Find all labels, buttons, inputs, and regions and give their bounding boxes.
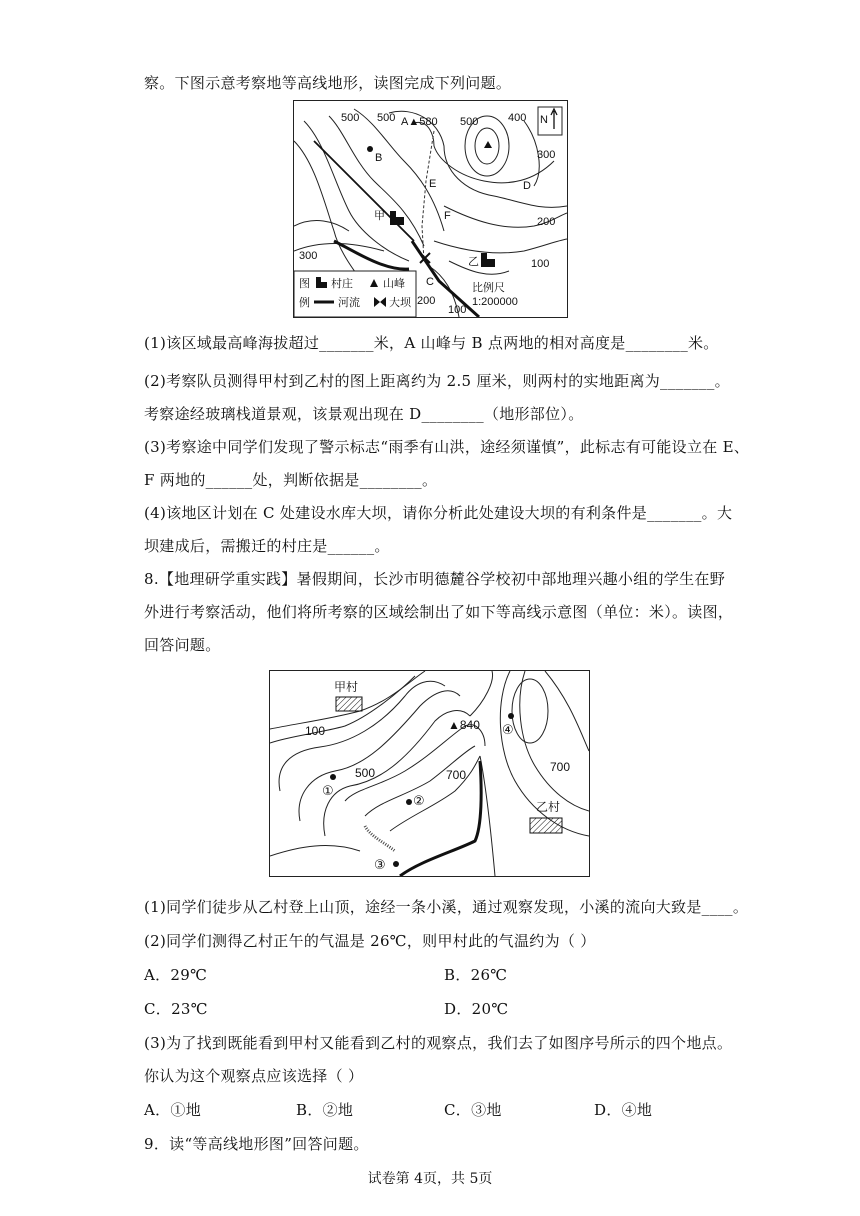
map2-contour-500: 500	[355, 766, 376, 780]
q8-p2-option-b: B．26℃	[444, 966, 508, 984]
q8-intro-2: 外进行考察活动，他们将所考察的区域绘制出了如下等高线示意图（单位：米）。读图，	[144, 603, 734, 621]
q8-part3a: (3)为了找到既能看到甲村又能看到乙村的观察点，我们去了如图序号所示的四个地点。	[144, 1034, 733, 1052]
legend-river: 河流	[338, 297, 360, 309]
legend-li: 例	[299, 297, 310, 309]
map1-point-d: D	[523, 180, 531, 192]
page-footer: 试卷第 4页，共 5页	[367, 1171, 493, 1187]
map1-scale-title: 比例尺	[472, 282, 505, 294]
map1-point-c: C	[426, 276, 434, 288]
contour-map-1	[293, 100, 568, 318]
map2-point-3: ③	[374, 857, 386, 872]
q7-part2b: 考察途经玻璃栈道景观，该景观出现在 D________（地形部位）。	[144, 405, 584, 423]
q7-part2a: (2)考察队员测得甲村到乙村的图上距离约为 2.5 厘米，则两村的实地距离为_______。	[144, 372, 730, 390]
q8-p3-option-b: B．②地	[296, 1101, 354, 1119]
legend-peak: 山峰	[383, 278, 405, 290]
q8-p3-option-d: D．④地	[594, 1101, 653, 1119]
legend-dam: 大坝	[389, 297, 411, 309]
map2-village-jia: 甲村	[334, 680, 359, 694]
map2-point-1: ①	[322, 783, 334, 798]
contour-map-2	[269, 670, 590, 877]
map1-contour-200b: 200	[417, 295, 436, 307]
map2-contour-700a: 700	[446, 768, 467, 782]
map2-contour-700b: 700	[550, 760, 571, 774]
map2-peak: ▲840	[448, 718, 480, 732]
map1-point-f: F	[444, 210, 451, 222]
q8-part3b: 你认为这个观察点应该选择（ ）	[144, 1067, 364, 1085]
legend-tu: 图	[299, 278, 310, 290]
q7-part1: (1)该区域最高峰海拔超过_______米，A 山峰与 B 点两地的相对高度是________米。	[144, 334, 719, 352]
q8-p2-option-c: C．23℃	[144, 1000, 208, 1018]
q7-part3a: (3)考察途中同学们发现了警示标志“雨季有山洪，途经须谨慎”，此标志有可能设立在 E、	[144, 438, 750, 456]
q8-intro-3: 回答问题。	[144, 636, 221, 654]
q7-part4b: 坝建成后，需搬迁的村庄是______。	[144, 537, 390, 555]
map1-contour-400: 400	[508, 112, 527, 124]
map1-contour-200a: 200	[537, 216, 556, 228]
map1-contour-100b: 100	[448, 304, 467, 316]
q8-p2-option-a: A．29℃	[144, 966, 208, 984]
q8-p2-option-d: D．20℃	[444, 1000, 509, 1018]
map1-point-e: E	[429, 178, 437, 190]
q8-p3-option-c: C．③地	[444, 1101, 502, 1119]
map1-village-jia: 甲	[374, 210, 385, 222]
q8-part2: (2)同学们测得乙村正午的气温是 26℃，则甲村此的气温约为（ ）	[144, 932, 596, 950]
map2-point-4: ④	[502, 722, 514, 737]
intro-line: 察。下图示意考察地等高线地形，读图完成下列问题。	[144, 74, 512, 92]
map1-contour-300a: 300	[537, 149, 556, 161]
q7-part3b: F 两地的______处，判断依据是________。	[144, 471, 438, 489]
map1-village-yi: 乙	[468, 256, 479, 268]
legend-village: 村庄	[331, 278, 353, 290]
map1-contour-500a: 500	[341, 112, 360, 124]
q9-heading: 9．读“等高线地形图”回答问题。	[144, 1135, 369, 1153]
map1-scale-value: 1:200000	[472, 296, 518, 308]
map2-village-yi: 乙村	[536, 800, 561, 814]
map1-contour-100: 100	[531, 258, 550, 270]
map1-north: N	[540, 114, 548, 126]
map1-contour-500c: 500	[460, 116, 479, 128]
map2-point-2: ②	[413, 793, 425, 808]
map1-point-b: B	[375, 152, 383, 164]
map1-contour-300b: 300	[299, 250, 318, 262]
q8-intro-1: 8.【地理研学重实践】暑假期间，长沙市明德麓谷学校初中部地理兴趣小组的学生在野	[144, 570, 726, 588]
map1-contour-500b: 500	[377, 112, 396, 124]
map1-peak-a: A▲580	[401, 116, 438, 128]
q7-part4a: (4)该地区计划在 C 处建设水库大坝，请你分析此处建设大坝的有利条件是_______。大	[144, 504, 733, 522]
map2-contour-100: 100	[305, 724, 326, 738]
q8-p3-option-a: A．①地	[144, 1101, 202, 1119]
q8-part1: (1)同学们徒步从乙村登上山顶，途经一条小溪，通过观察发现，小溪的流向大致是____。	[144, 898, 749, 916]
